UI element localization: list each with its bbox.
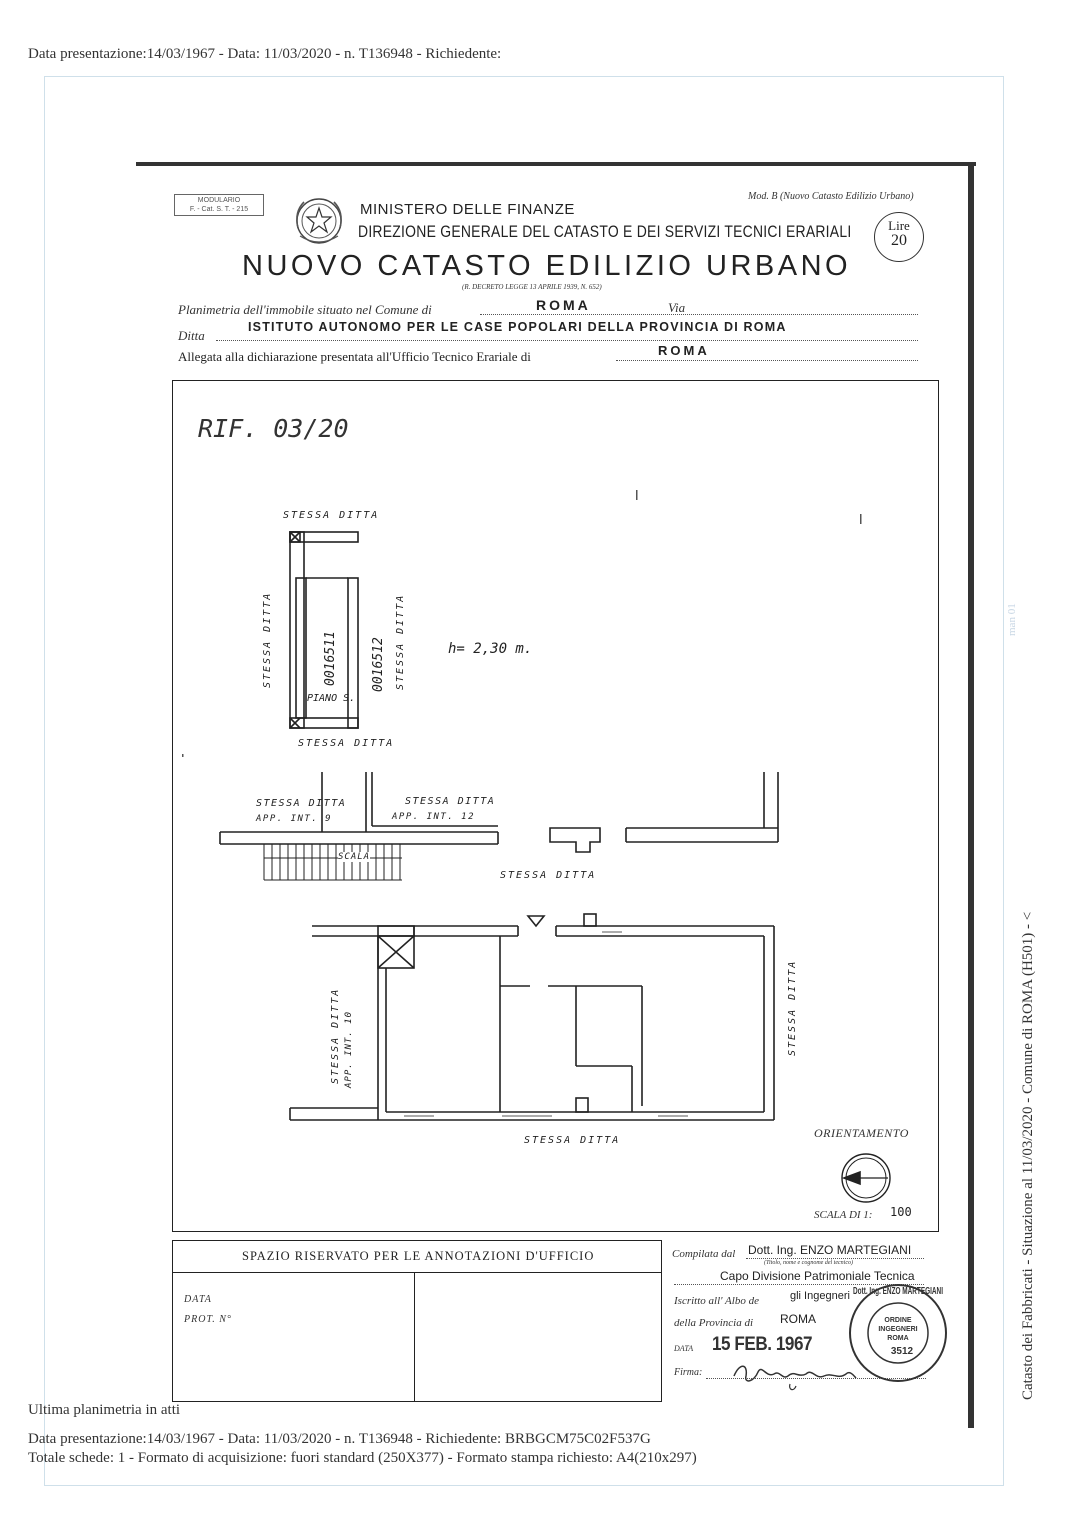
via-label: Via [668, 300, 686, 315]
comune-line [480, 314, 918, 315]
iscritto-label: Iscritto all' Albo de [674, 1295, 759, 1307]
prot-label: PROT. N° [184, 1314, 232, 1325]
cell-number-2: 0016512 [371, 637, 386, 692]
label-app-int-9: APP. INT. 9 [256, 814, 333, 824]
label-stessa-ditta-right: STESSA DITTA [395, 593, 406, 690]
label-app-int-12: APP. INT. 12 [392, 812, 476, 822]
label-stessa-ditta-apt-bottom: STESSA DITTA [524, 1135, 621, 1146]
label-scala: SCALA [338, 852, 371, 862]
republic-emblem-icon [290, 192, 348, 250]
cell-number-1: 0016511 [323, 631, 338, 686]
annotations-box [172, 1240, 662, 1402]
right-rule [968, 164, 974, 1428]
document-title: NUOVO CATASTO EDILIZIO URBANO [242, 250, 852, 282]
planimetria-label: Planimetria dell'immobile situato nel Comune di [178, 302, 432, 317]
decree-note: (R. DECRETO LEGGE 13 APRILE 1939, N. 652) [462, 283, 602, 291]
lire-stamp [874, 212, 924, 262]
lire-value: 20 [891, 232, 907, 249]
modulario-label: MODULARIO [197, 197, 241, 204]
annotations-header-rule [172, 1272, 662, 1273]
mod-b-label: Mod. B (Nuovo Catasto Edilizio Urbano) [748, 191, 914, 202]
annotations-title: SPAZIO RISERVATO PER LE ANNOTAZIONI D'UFFICIO [242, 1249, 595, 1263]
firma-label: Firma: [674, 1367, 703, 1378]
label-stessa-ditta-int12: STESSA DITTA [405, 796, 496, 807]
provincia-label: della Provincia di [674, 1317, 754, 1329]
label-stessa-ditta-apt-right: STESSA DITTA [787, 959, 798, 1056]
titolo-note: (Titolo, nome e cognome del tecnico) [764, 1260, 853, 1266]
allegata-label: Allegata alla dichiarazione presentata all'Ufficio Tecnico Erariale di [178, 349, 531, 364]
ditta-value: ISTITUTO AUTONOMO PER LE CASE POPOLARI DELLA PROVINCIA DI ROMA [248, 320, 787, 334]
top-rule [136, 162, 976, 166]
modulario-box [174, 194, 264, 216]
compilata-line [746, 1258, 924, 1259]
label-stessa-ditta-corridor: STESSA DITTA [500, 870, 597, 881]
stamp-outer-text: Dott. Ing. ENZO MARTEGIANI [853, 1286, 944, 1297]
iscritto-value: gli Ingegneri [790, 1290, 850, 1302]
label-stessa-ditta-bottom: STESSA DITTA [298, 738, 395, 749]
header-line: Data presentazione:14/03/1967 - Data: 11/03/2020 - n. T136948 - Richiedente: [28, 46, 502, 62]
label-app-int-10: APP. INT. 10 [344, 1010, 354, 1088]
side-catasto-text: Catasto dei Fabbricati - Situazione al 11/03/2020 - Comune di ROMA (H501) - < [1020, 911, 1036, 1400]
scala-value: 100 [890, 1205, 912, 1219]
compilata-label: Compilata dal [672, 1248, 736, 1260]
stamp-number: 3512 [890, 1346, 914, 1357]
orientamento-label: ORIENTAMENTO [814, 1126, 909, 1140]
ditta-label: Ditta [178, 328, 205, 343]
rif-note: RIF. 03/20 [198, 414, 349, 443]
ditta-line [216, 340, 918, 341]
ministry-title: MINISTERO DELLE FINANZE [360, 201, 575, 218]
piano-label: PIANO S. [307, 693, 356, 704]
comune-value: ROMA [536, 297, 591, 313]
compilata-value: Dott. Ing. ENZO MARTEGIANI [748, 1243, 912, 1257]
label-stessa-ditta-apt-left: STESSA DITTA [330, 987, 341, 1084]
provincia-value: ROMA [780, 1312, 816, 1326]
data2-label: DATA [674, 1344, 694, 1353]
stamp-inner-3: ROMA [887, 1335, 909, 1342]
footer-line-1: Data presentazione:14/03/1967 - Data: 11/03/2020 - n. T136948 - Richiedente: BRBGCM75C02F537G [28, 1431, 651, 1447]
modulario-code: F. - Cat. S. T. - 215 [189, 206, 249, 213]
data2-value: 15 FEB. 1967 [712, 1334, 813, 1355]
data-label: DATA [184, 1294, 212, 1305]
height-note: h= 2,30 m. [448, 641, 533, 657]
label-stessa-ditta-top: STESSA DITTA [283, 510, 380, 521]
ultima-planimetria: Ultima planimetria in atti [28, 1402, 181, 1418]
stamp-inner-1: ORDINE [884, 1317, 912, 1324]
label-stessa-ditta-int9: STESSA DITTA [256, 798, 347, 809]
ruolo-text: Capo Divisione Patrimoniale Tecnica [720, 1269, 915, 1283]
direction-title: DIREZIONE GENERALE DEL CATASTO E DEI SERVIZI TECNICI ERARIALI [358, 222, 852, 241]
ufficio-line [616, 360, 918, 361]
stamp-inner-2: INGEGNERI [878, 1326, 918, 1333]
label-stessa-ditta-left: STESSA DITTA [262, 591, 273, 688]
scala-label: SCALA DI 1: [814, 1209, 873, 1221]
side-faint-text: man 01 [1006, 603, 1018, 636]
lire-label: Lire [888, 218, 910, 233]
annotations-divider [414, 1273, 415, 1401]
ufficio-value: ROMA [658, 343, 710, 358]
engineer-stamp-image [838, 1278, 958, 1388]
footer-line-2: Totale schede: 1 - Formato di acquisizione: fuori standard (250X377) - Formato stampa richiesto: A4(210x297) [28, 1450, 697, 1466]
